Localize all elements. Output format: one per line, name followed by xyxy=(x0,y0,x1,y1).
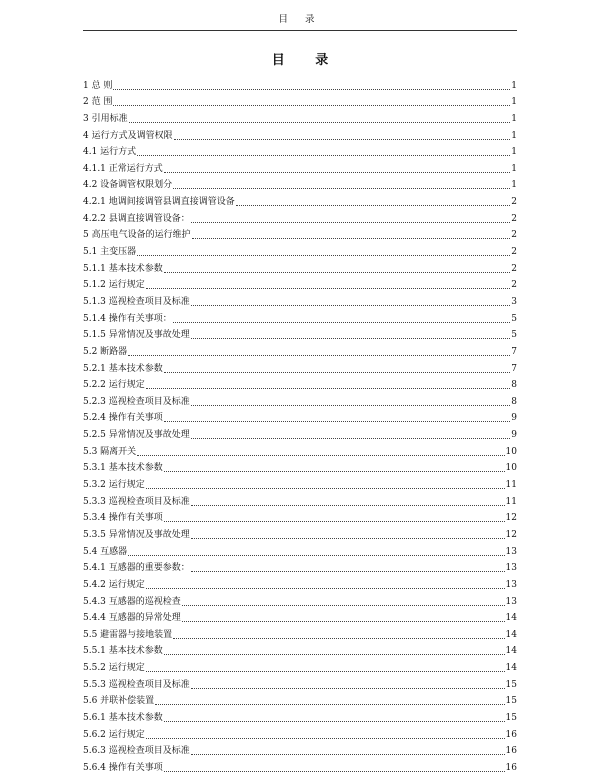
toc-entry-label: 5.2 断路器 xyxy=(83,346,128,357)
toc-entry-label: 4.2.1 地调间接调管县调直接调管设备 xyxy=(83,197,235,208)
toc-entry-label: 5.4.3 互感器的巡视检查 xyxy=(83,596,181,607)
toc-entry-label: 5.3.1 基本技术参数 xyxy=(83,463,163,474)
toc-entry-page-number: 15 xyxy=(505,712,517,723)
toc-entry-label: 5.4.2 运行规定 xyxy=(83,579,145,590)
dot-leader xyxy=(164,372,511,373)
dot-leader xyxy=(164,771,505,772)
toc-entry[interactable] xyxy=(83,108,517,125)
toc-entry[interactable] xyxy=(83,591,517,608)
toc-entry[interactable] xyxy=(83,474,517,491)
dot-leader xyxy=(146,488,505,489)
toc-entry-label: 5.1.2 运行规定 xyxy=(83,280,145,291)
toc-entry-label: 2 范 围 xyxy=(83,97,113,108)
toc-entry-page-number: 11 xyxy=(505,480,517,491)
dot-leader xyxy=(236,205,511,206)
toc-entry[interactable] xyxy=(83,458,517,475)
toc-entry[interactable] xyxy=(83,524,517,541)
table-of-contents xyxy=(83,75,517,774)
toc-entry-page-number: 10 xyxy=(505,446,517,457)
toc-entry-label: 5 高压电气设备的运行维护 xyxy=(83,230,191,241)
toc-entry-label: 5.1.1 基本技术参数 xyxy=(83,263,163,274)
toc-entry-page-number: 8 xyxy=(511,380,517,391)
toc-entry-page-number: 16 xyxy=(505,746,517,757)
toc-entry[interactable] xyxy=(83,258,517,275)
toc-entry[interactable] xyxy=(83,375,517,392)
toc-entry-page-number: 12 xyxy=(505,513,517,524)
toc-entry-page-number: 15 xyxy=(505,696,517,707)
dot-leader xyxy=(164,272,511,273)
toc-entry-page-number: 1 xyxy=(511,147,517,158)
toc-entry-label: 5.2.4 操作有关事项 xyxy=(83,413,163,424)
dot-leader xyxy=(191,305,511,306)
toc-entry[interactable] xyxy=(83,358,517,375)
dot-leader xyxy=(191,505,505,506)
toc-entry[interactable] xyxy=(83,241,517,258)
toc-entry[interactable] xyxy=(83,275,517,292)
toc-entry-label: 5.6 并联补偿装置 xyxy=(83,696,155,707)
dot-leader xyxy=(173,638,504,639)
dot-leader xyxy=(113,89,510,90)
toc-entry-label: 1 总 则 xyxy=(83,80,113,91)
dot-leader xyxy=(129,122,511,123)
dot-leader xyxy=(173,188,510,189)
toc-entry[interactable] xyxy=(83,657,517,674)
toc-entry-label: 5.1.4 操作有关事项： xyxy=(83,313,172,324)
dot-leader xyxy=(182,605,505,606)
toc-entry[interactable] xyxy=(83,325,517,342)
toc-entry[interactable] xyxy=(83,142,517,159)
dot-leader xyxy=(164,654,505,655)
toc-entry[interactable] xyxy=(83,558,517,575)
toc-entry[interactable] xyxy=(83,674,517,691)
dot-leader xyxy=(146,288,511,289)
dot-leader xyxy=(137,155,510,156)
dot-leader xyxy=(164,721,505,722)
dot-leader xyxy=(146,671,505,672)
toc-entry-page-number: 1 xyxy=(511,180,517,191)
dot-leader xyxy=(164,421,511,422)
dot-leader xyxy=(113,105,510,106)
toc-entry-page-number: 7 xyxy=(511,346,517,357)
dot-leader xyxy=(146,588,505,589)
dot-leader xyxy=(128,355,510,356)
dot-leader xyxy=(191,688,505,689)
toc-entry[interactable] xyxy=(83,125,517,142)
toc-entry-label: 5.5.3 巡视检查项目及标准 xyxy=(83,679,190,690)
toc-entry-label: 5.2.2 运行规定 xyxy=(83,380,145,391)
toc-entry-page-number: 12 xyxy=(505,529,517,540)
dot-leader xyxy=(146,388,511,389)
toc-entry-page-number: 13 xyxy=(505,563,517,574)
toc-entry-page-number: 13 xyxy=(505,546,517,557)
toc-entry-page-number: 2 xyxy=(511,230,517,241)
dot-leader xyxy=(164,172,511,173)
toc-entry-label: 5.2.3 巡视检查项目及标准 xyxy=(83,396,190,407)
toc-entry-page-number: 14 xyxy=(505,663,517,674)
toc-entry-page-number: 14 xyxy=(505,629,517,640)
toc-entry-page-number: 8 xyxy=(511,396,517,407)
toc-entry-page-number: 16 xyxy=(505,729,517,740)
dot-leader xyxy=(191,438,511,439)
toc-entry-page-number: 14 xyxy=(505,613,517,624)
toc-entry[interactable] xyxy=(83,408,517,425)
toc-entry[interactable] xyxy=(83,391,517,408)
dot-leader xyxy=(137,455,504,456)
toc-entry-label: 5.2.1 基本技术参数 xyxy=(83,363,163,374)
toc-entry-label: 5.5 避雷器与接地装置 xyxy=(83,629,173,640)
toc-entry-label: 5.2.5 异常情况及事故处理 xyxy=(83,430,190,441)
toc-entry[interactable] xyxy=(83,541,517,558)
toc-entry-label: 5.3.3 巡视检查项目及标准 xyxy=(83,496,190,507)
dot-leader xyxy=(191,405,511,406)
dot-leader xyxy=(191,338,511,339)
toc-entry-page-number: 14 xyxy=(505,646,517,657)
toc-entry[interactable] xyxy=(83,624,517,641)
toc-entry-page-number: 16 xyxy=(505,762,517,773)
toc-entry-label: 5.1.5 异常情况及事故处理 xyxy=(83,330,190,341)
toc-entry-label: 4.1.1 正常运行方式 xyxy=(83,163,163,174)
toc-entry[interactable] xyxy=(83,75,517,92)
toc-entry-label: 5.6.3 巡视检查项目及标准 xyxy=(83,746,190,757)
toc-entry-label: 3 引用标准 xyxy=(83,113,128,124)
toc-entry-label: 5.4.1 互感器的重要参数： xyxy=(83,563,190,574)
toc-entry-page-number: 13 xyxy=(505,579,517,590)
dot-leader xyxy=(191,571,505,572)
toc-entry-page-number: 2 xyxy=(511,197,517,208)
toc-entry-label: 5.1 主变压器 xyxy=(83,247,137,258)
toc-entry-label: 5.5.1 基本技术参数 xyxy=(83,646,163,657)
toc-entry[interactable] xyxy=(83,341,517,358)
toc-entry[interactable] xyxy=(83,424,517,441)
toc-entry[interactable] xyxy=(83,641,517,658)
dot-leader xyxy=(182,621,505,622)
toc-entry[interactable] xyxy=(83,691,517,708)
toc-entry-page-number: 11 xyxy=(505,496,517,507)
dot-leader xyxy=(174,139,511,140)
toc-entry-label: 5.3 隔离开关 xyxy=(83,446,137,457)
toc-entry-label: 5.3.2 运行规定 xyxy=(83,480,145,491)
dot-leader xyxy=(191,538,505,539)
toc-entry-page-number: 9 xyxy=(511,413,517,424)
toc-entry[interactable] xyxy=(83,707,517,724)
toc-entry[interactable] xyxy=(83,741,517,758)
toc-entry-page-number: 2 xyxy=(511,213,517,224)
toc-entry-label: 5.4.4 互感器的异常处理 xyxy=(83,613,181,624)
toc-entry[interactable] xyxy=(83,757,517,774)
toc-entry-page-number: 9 xyxy=(511,430,517,441)
toc-entry-label: 4 运行方式及调管权限 xyxy=(83,130,173,141)
dot-leader xyxy=(192,238,511,239)
toc-entry-page-number: 15 xyxy=(505,679,517,690)
toc-entry[interactable] xyxy=(83,308,517,325)
toc-entry-page-number: 2 xyxy=(511,247,517,258)
toc-entry-label: 4.1 运行方式 xyxy=(83,147,137,158)
toc-entry[interactable] xyxy=(83,225,517,242)
toc-entry[interactable] xyxy=(83,291,517,308)
toc-entry[interactable] xyxy=(83,92,517,109)
toc-entry[interactable] xyxy=(83,491,517,508)
dot-leader xyxy=(173,322,511,323)
dot-leader xyxy=(146,738,505,739)
toc-entry-page-number: 1 xyxy=(511,80,517,91)
toc-entry-page-number: 5 xyxy=(511,330,517,341)
toc-entry[interactable] xyxy=(83,175,517,192)
toc-entry-label: 4.2 设备调管权限划分 xyxy=(83,180,173,191)
toc-entry-page-number: 5 xyxy=(511,313,517,324)
toc-entry-page-number: 1 xyxy=(511,163,517,174)
dot-leader xyxy=(164,471,505,472)
toc-entry-label: 5.4 互感器 xyxy=(83,546,128,557)
toc-entry-page-number: 1 xyxy=(511,97,517,108)
toc-entry[interactable] xyxy=(83,508,517,525)
toc-entry-page-number: 7 xyxy=(511,363,517,374)
toc-entry-page-number: 1 xyxy=(511,113,517,124)
toc-entry[interactable] xyxy=(83,208,517,225)
toc-entry-label: 5.1.3 巡视检查项目及标准 xyxy=(83,296,190,307)
toc-entry-page-number: 2 xyxy=(511,280,517,291)
dot-leader xyxy=(155,704,504,705)
toc-entry-label: 5.5.2 运行规定 xyxy=(83,663,145,674)
running-header: 目 录 xyxy=(83,10,517,31)
toc-entry-page-number: 3 xyxy=(511,296,517,307)
toc-entry-label: 4.2.2 县调直接调管设备： xyxy=(83,213,190,224)
toc-entry-label: 5.3.5 异常情况及事故处理 xyxy=(83,529,190,540)
dot-leader xyxy=(191,222,511,223)
dot-leader xyxy=(128,555,504,556)
toc-entry-page-number: 2 xyxy=(511,263,517,274)
toc-entry-page-number: 1 xyxy=(511,130,517,141)
toc-entry[interactable] xyxy=(83,574,517,591)
toc-entry-label: 5.6.2 运行规定 xyxy=(83,729,145,740)
toc-entry-page-number: 13 xyxy=(505,596,517,607)
toc-entry-label: 5.3.4 操作有关事项 xyxy=(83,513,163,524)
toc-entry[interactable] xyxy=(83,441,517,458)
toc-entry-page-number: 10 xyxy=(505,463,517,474)
toc-entry[interactable] xyxy=(83,608,517,625)
dot-leader xyxy=(191,754,505,755)
toc-entry[interactable] xyxy=(83,191,517,208)
dot-leader xyxy=(137,255,510,256)
toc-entry[interactable] xyxy=(83,158,517,175)
page-title: 目 录 xyxy=(271,53,342,68)
toc-entry-label: 5.6.1 基本技术参数 xyxy=(83,712,163,723)
toc-entry[interactable] xyxy=(83,724,517,741)
dot-leader xyxy=(164,521,505,522)
toc-entry-label: 5.6.4 操作有关事项 xyxy=(83,762,163,773)
